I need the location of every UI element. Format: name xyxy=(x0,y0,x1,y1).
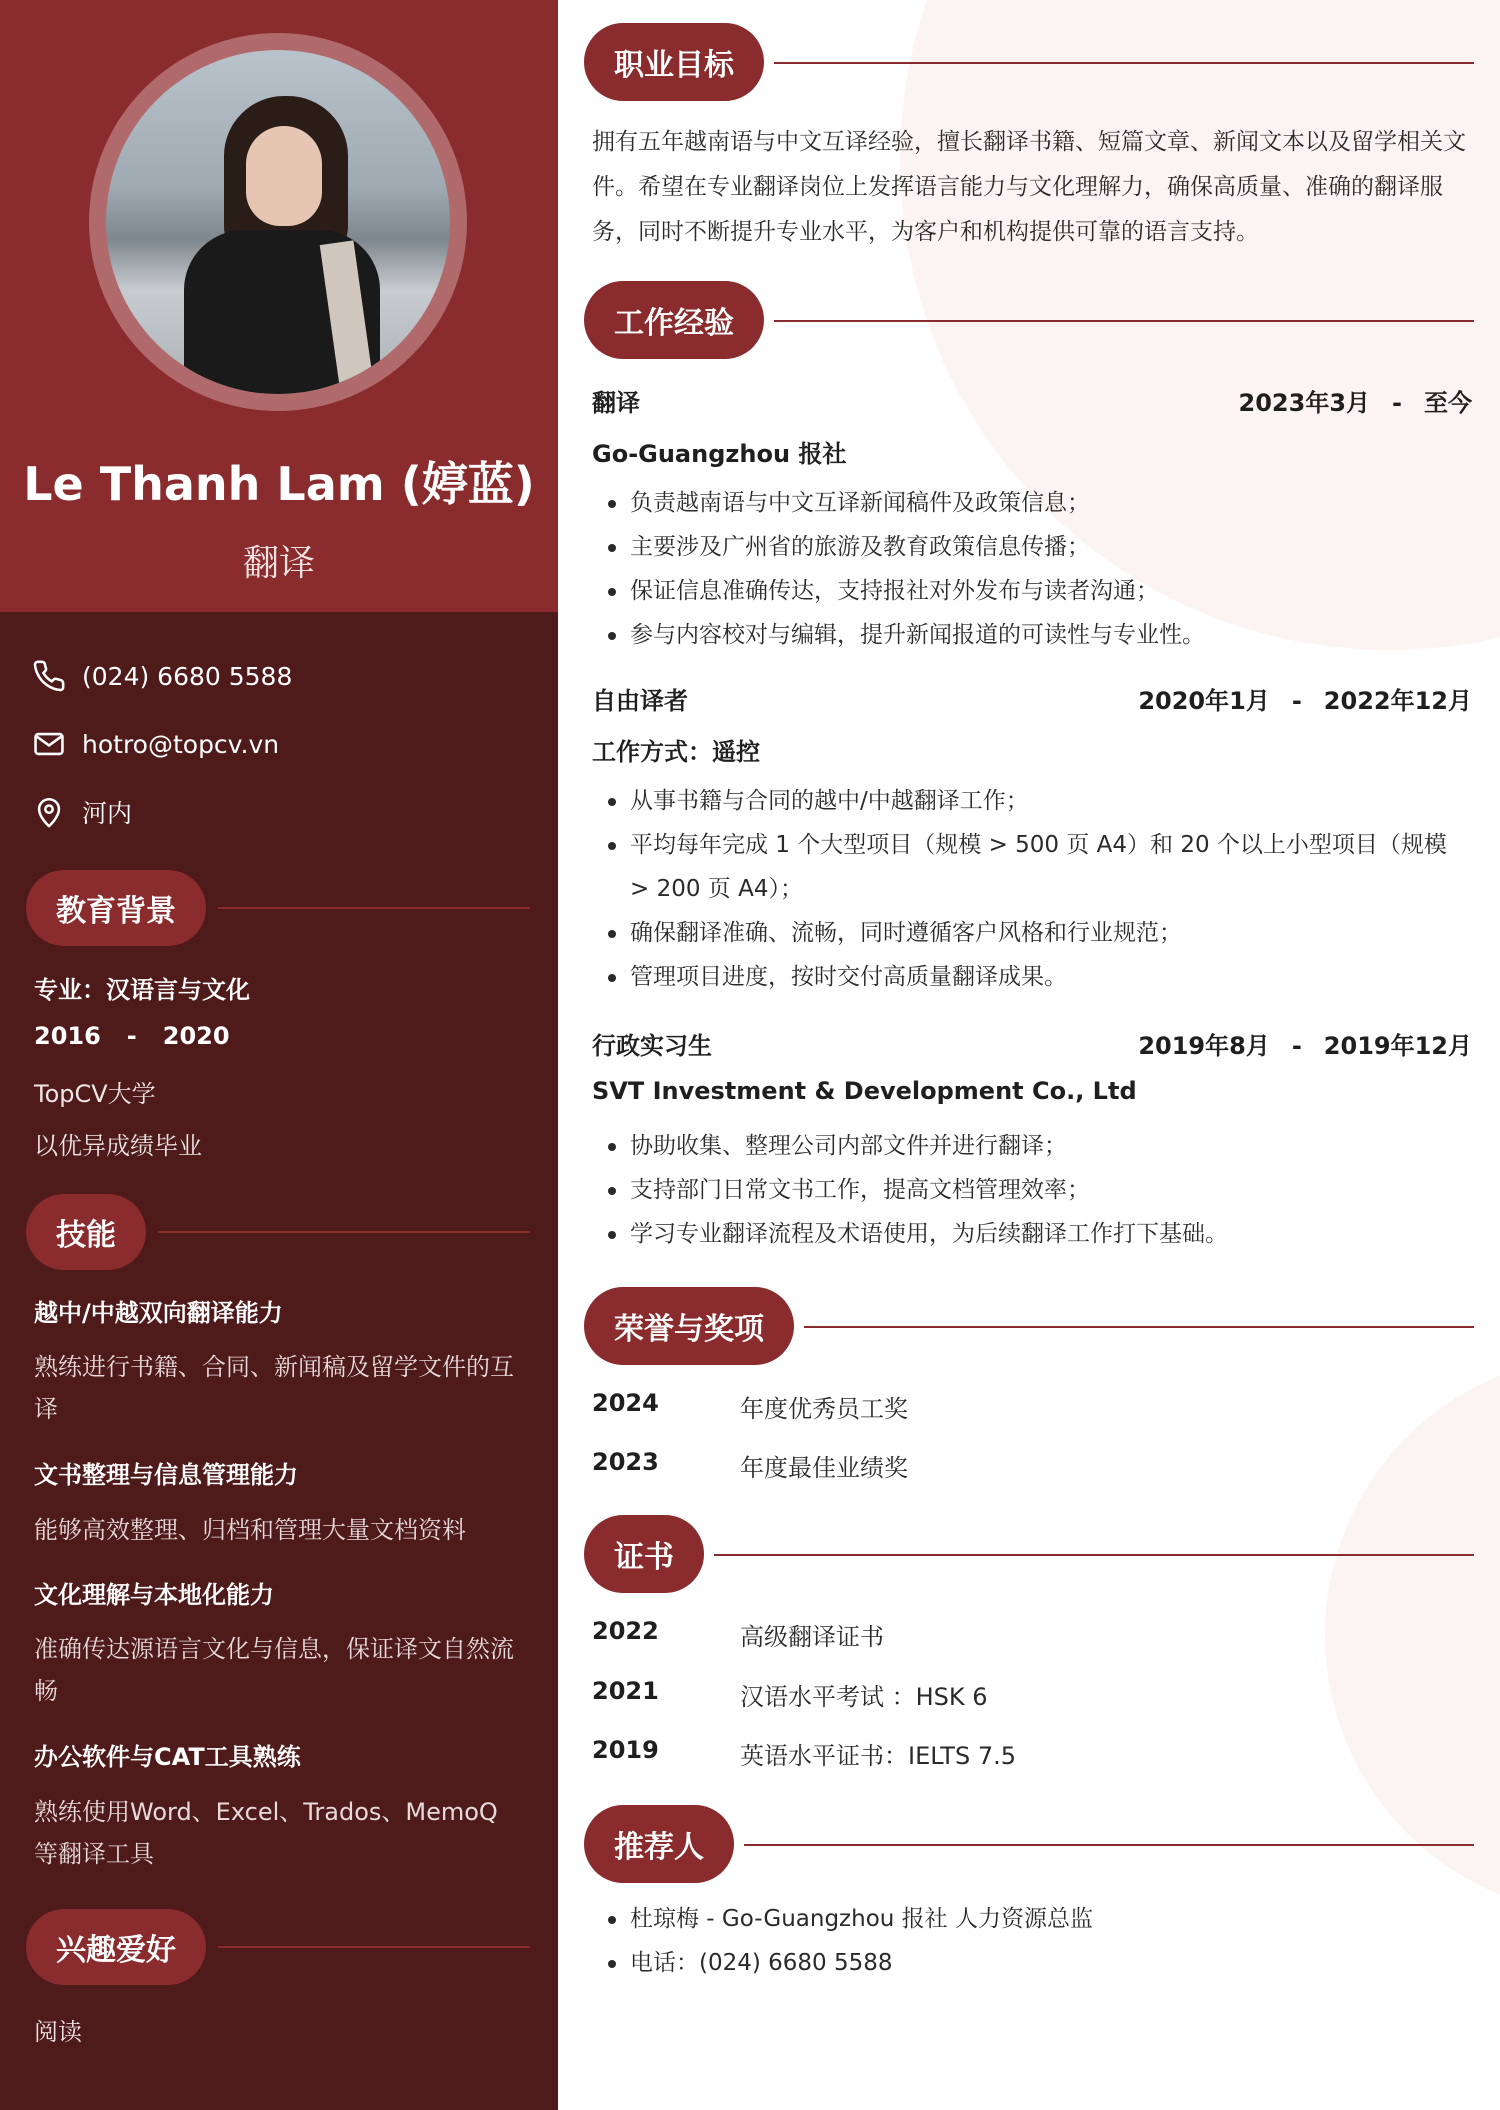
reference-list xyxy=(606,1897,1466,1985)
email-text: hotro@topcv.vn xyxy=(82,729,280,759)
award-name: 年度优秀员工奖 xyxy=(740,1395,908,1423)
job-role: 行政实习生 xyxy=(592,1032,712,1060)
job-company: 工作方式：遥控 xyxy=(592,738,760,766)
award-year: 2023 xyxy=(592,1448,659,1476)
list-item: 参与内容校对与编辑，提升新闻报道的可读性与专业性。 xyxy=(606,613,1466,657)
list-item: 学习专业翻译流程及术语使用，为后续翻译工作打下基础。 xyxy=(606,1212,1466,1256)
award-row xyxy=(592,1389,908,1424)
certificate-year: 2019 xyxy=(592,1736,659,1764)
mail-icon xyxy=(32,727,66,761)
certificate-row xyxy=(592,1736,1016,1771)
list-item: 杜琼梅 - Go-Guangzhou 报社 人力资源总监 xyxy=(606,1897,1466,1941)
list-item: 确保翻译准确、流畅，同时遵循客户风格和行业规范； xyxy=(606,911,1466,955)
hobbies-title: 兴趣爱好 xyxy=(26,1909,206,1985)
skill-desc: 能够高效整理、归档和管理大量文档资料 xyxy=(34,1516,466,1544)
job-header xyxy=(592,681,1472,716)
skill-desc: 熟练使用Word、Excel、Trados、MemoQ 等翻译工具 xyxy=(34,1798,498,1868)
education-major: 专业：汉语言与文化 xyxy=(34,976,250,1004)
education-school: TopCV大学 xyxy=(34,1080,156,1108)
job-bullets xyxy=(606,1124,1466,1256)
profile-role: 翻译 xyxy=(242,543,315,584)
objective-text: 拥有五年越南语与中文互译经验，擅长翻译书籍、短篇文章、新闻文本以及留学相关文件。希望在专业翻译岗位上发挥语言能力与文化理解力，确保高质量、准确的翻译服务，同时不断提升专业水平，为客户和机构提供可靠的语言支持。 xyxy=(592,129,1466,245)
job-role: 自由译者 xyxy=(592,687,688,715)
education-note: 以优异成绩毕业 xyxy=(34,1132,202,1160)
location-text: 河内 xyxy=(82,799,133,828)
main-content xyxy=(558,0,1500,2110)
avatar xyxy=(106,50,450,394)
references-title: 推荐人 xyxy=(584,1805,734,1883)
profile-header xyxy=(0,0,558,612)
education-end: 2020 xyxy=(162,1022,230,1050)
skill-desc: 熟练进行书籍、合同、新闻稿及留学文件的互译 xyxy=(34,1353,514,1423)
job-bullets xyxy=(606,481,1466,657)
contact-location xyxy=(32,792,132,832)
job-company: Go-Guangzhou 报社 xyxy=(592,440,847,468)
list-item: 电话：(024) 6680 5588 xyxy=(606,1941,1466,1985)
phone-text: (024) 6680 5588 xyxy=(82,661,293,691)
divider xyxy=(218,1946,530,1948)
skill-desc: 准确传达源语言文化与信息，保证译文自然流畅 xyxy=(34,1635,514,1705)
list-item: 支持部门日常文书工作，提高文档管理效率； xyxy=(606,1168,1466,1212)
divider xyxy=(774,320,1474,322)
education-title: 教育背景 xyxy=(26,870,206,946)
award-year: 2024 xyxy=(592,1389,659,1417)
job-period: 2019年8月 - 2019年12月 xyxy=(1138,1032,1472,1060)
job-period: 2023年3月 - 至今 xyxy=(1238,389,1472,417)
awards-title: 荣誉与奖项 xyxy=(584,1287,794,1365)
divider xyxy=(158,1231,530,1233)
phone-icon xyxy=(32,659,66,693)
certificate-row xyxy=(592,1677,988,1712)
certificate-name: 汉语水平考试 ：HSK 6 xyxy=(740,1683,988,1711)
profile-name: Le Thanh Lam (婷蓝) xyxy=(23,457,535,511)
list-item: 平均每年完成 1 个大型项目（规模 > 500 页 A4）和 20 个以上小型项目（规模 > 200 页 A4）； xyxy=(606,823,1466,911)
divider xyxy=(714,1554,1474,1556)
list-item: 管理项目进度，按时交付高质量翻译成果。 xyxy=(606,955,1466,999)
skill-name: 越中/中越双向翻译能力 xyxy=(34,1299,283,1327)
avatar-frame xyxy=(89,33,467,411)
skill-name: 文化理解与本地化能力 xyxy=(34,1581,274,1609)
list-item: 从事书籍与合同的越中/中越翻译工作； xyxy=(606,779,1466,823)
divider xyxy=(774,62,1474,64)
education-start: 2016 xyxy=(34,1022,101,1050)
job-bullets xyxy=(606,779,1466,999)
skill-name: 文书整理与信息管理能力 xyxy=(34,1461,298,1489)
education-period: 2016 - 2020 xyxy=(34,1022,230,1050)
job-header xyxy=(592,1026,1472,1061)
skill-name: 办公软件与CAT工具熟练 xyxy=(34,1743,301,1771)
award-name: 年度最佳业绩奖 xyxy=(740,1454,908,1482)
certificates-title: 证书 xyxy=(584,1515,704,1593)
divider xyxy=(744,1844,1474,1846)
objective-title: 职业目标 xyxy=(584,23,764,101)
list-item: 保证信息准确传达，支持报社对外发布与读者沟通； xyxy=(606,569,1466,613)
hobby-item: 阅读 xyxy=(34,2018,82,2046)
job-role: 翻译 xyxy=(592,389,640,417)
certificate-year: 2022 xyxy=(592,1617,659,1645)
contact-email xyxy=(32,724,279,764)
certificate-name: 英语水平证书：IELTS 7.5 xyxy=(740,1742,1016,1770)
list-item: 协助收集、整理公司内部文件并进行翻译； xyxy=(606,1124,1466,1168)
divider xyxy=(218,907,530,909)
award-row xyxy=(592,1448,908,1483)
job-period: 2020年1月 - 2022年12月 xyxy=(1138,687,1472,715)
experience-title: 工作经验 xyxy=(584,281,764,359)
skills-title: 技能 xyxy=(26,1194,146,1270)
contact-phone xyxy=(32,656,292,696)
location-pin-icon xyxy=(32,795,66,829)
list-item: 负责越南语与中文互译新闻稿件及政策信息； xyxy=(606,481,1466,525)
job-company: SVT Investment & Development Co., Ltd xyxy=(592,1077,1137,1105)
certificate-row xyxy=(592,1617,884,1652)
job-header xyxy=(592,383,1472,418)
divider xyxy=(804,1326,1474,1328)
certificate-year: 2021 xyxy=(592,1677,659,1705)
list-item: 主要涉及广州省的旅游及教育政策信息传播； xyxy=(606,525,1466,569)
sidebar xyxy=(0,0,558,2110)
certificate-name: 高级翻译证书 xyxy=(740,1623,884,1651)
